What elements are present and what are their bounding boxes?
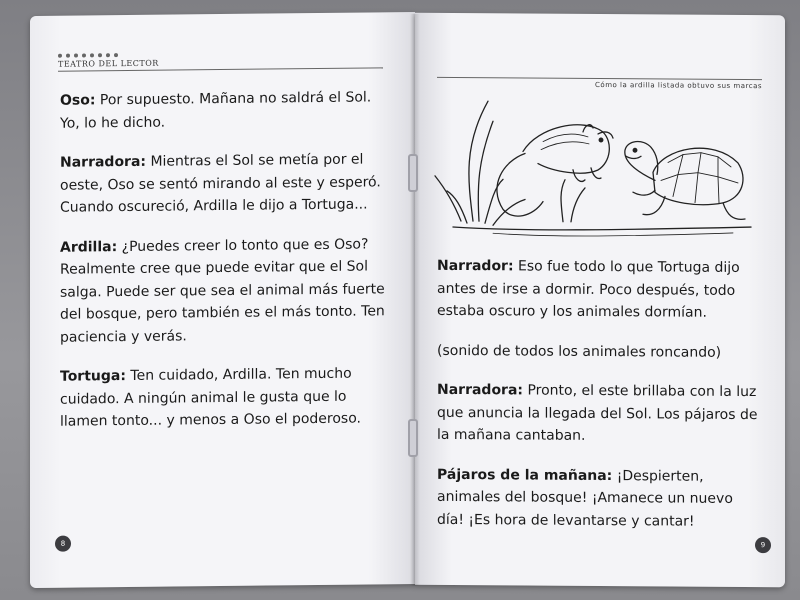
left-page-number: 8 bbox=[55, 536, 71, 552]
right-page-number: 9 bbox=[755, 537, 771, 553]
dialogue-text: Por supuesto. Mañana no saldrá el Sol. Yo, lo he dicho. bbox=[60, 89, 372, 132]
dialogue-paragraph bbox=[60, 233, 390, 349]
dialogue-text: ¡Despierten, animales del bosque! ¡Amanece un nuevo día! ¡Es hora de levantarse y cantar! bbox=[437, 467, 733, 530]
open-booklet bbox=[30, 14, 785, 586]
dialogue-text: Ten cuidado, Ardilla. Ten mucho cuidado. A ningún animal le gusta que lo llamen tonto... y menos a Oso el poderoso. bbox=[60, 365, 361, 430]
dialogue-paragraph bbox=[437, 463, 762, 533]
dialogue-text: Pronto, el este brillaba con la luz que anuncia la llegada del Sol. Los pájaros de la mañana cantaban. bbox=[437, 382, 758, 444]
left-page-header bbox=[58, 50, 383, 71]
speaker-name: Pájaros de la mañana: bbox=[437, 466, 613, 484]
speaker-name: Narradora: bbox=[437, 381, 524, 399]
section-label: TEATRO DEL LECTOR bbox=[58, 58, 159, 69]
speaker-name: Ardilla: bbox=[60, 238, 118, 256]
right-page-text bbox=[437, 255, 762, 550]
dialogue-paragraph bbox=[437, 379, 762, 449]
right-page bbox=[415, 13, 785, 588]
dialogue-paragraph bbox=[437, 255, 762, 325]
dialogue-paragraph bbox=[60, 86, 390, 134]
right-page-header bbox=[437, 75, 762, 90]
dialogue-paragraph bbox=[60, 362, 390, 433]
speaker-name: Narrador: bbox=[437, 257, 514, 275]
book-spine bbox=[410, 14, 420, 586]
stage-direction bbox=[437, 339, 762, 364]
story-title: Cómo la ardilla listada obtuvo sus marcas bbox=[595, 80, 762, 91]
speaker-name: Tortuga: bbox=[60, 368, 126, 385]
left-page bbox=[30, 12, 415, 588]
dialogue-text: Eso fue todo lo que Tortuga dijo antes de irse a dormir. Poco después, todo estaba oscuro y los animales dormían. bbox=[437, 258, 740, 321]
chipmunk-and-turtle-illustration bbox=[433, 91, 753, 243]
left-page-text bbox=[60, 86, 390, 450]
dialogue-text: ¿Puedes creer lo tonto que es Oso? Realmente cree que puede evitar que el Sol salga. Puede ser que sea el animal más fuerte del bosque, pero también es el más tonto. Ten paciencia y verás. bbox=[60, 235, 385, 346]
dialogue-paragraph bbox=[60, 148, 390, 219]
speaker-name: Narradora: bbox=[60, 153, 147, 171]
speaker-name: Oso: bbox=[60, 92, 96, 109]
dialogue-text: Mientras el Sol se metía por el oeste, Oso se sentó mirando al este y esperó. Cuando oscureció, Ardilla le dijo a Tortuga... bbox=[60, 151, 381, 216]
bottom-staple bbox=[408, 419, 418, 457]
dialogue-text: (sonido de todos los animales roncando) bbox=[437, 342, 722, 361]
top-staple bbox=[408, 154, 418, 192]
